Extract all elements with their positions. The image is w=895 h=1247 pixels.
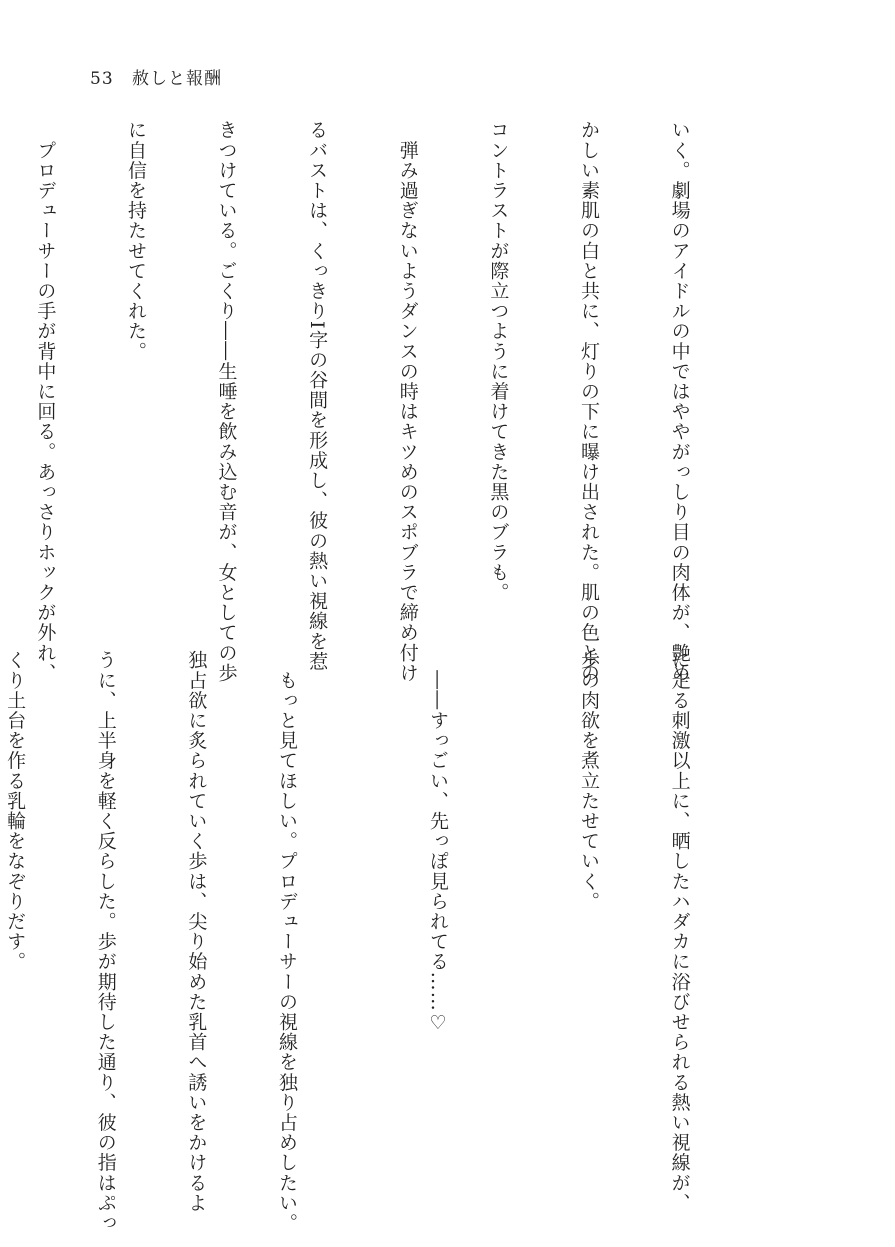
- thought-line: ――すっごい、先っぽ見られてる……♡: [426, 650, 449, 1035]
- page-number: 53: [90, 69, 114, 89]
- lower-text-block: [0, 650, 755, 1233]
- text-line: いく。劇場のアイドルの中ではややがっしり目の肉体が、艶め: [668, 120, 691, 683]
- text-line: きつけている。ごくり――生唾を飲み込む音が、女としての歩: [215, 120, 238, 683]
- upper-text-block: [0, 120, 755, 683]
- text-line: 独占欲に炙られていく歩は、尖り始めた乳首へ誘いをかけるよ: [185, 650, 208, 1213]
- text-line: コントラストが際立つように着けてきた黒のブラも。: [487, 120, 510, 603]
- text-line: 歩の肉欲を煮立たせていく。: [577, 650, 600, 912]
- text-line: 弾み過ぎないようダンスの時はキツめのスポブラで締め付け: [396, 120, 419, 683]
- text-line: に走る刺激以上に、晒したハダカに浴びせられる熱い視線が、: [668, 650, 691, 1213]
- text-line: かしい素肌の白と共に、灯りの下に曝け出された。肌の色との: [577, 120, 600, 683]
- text-line: に自信を持たせてくれた。: [124, 120, 147, 362]
- text-line: るバストは、くっきりI字の谷間を形成し、彼の熱い視線を惹: [306, 120, 329, 672]
- text-line: プロデューサーの手が背中に回る。あっさりホックが外れ、: [34, 120, 57, 683]
- page-header: [90, 64, 222, 89]
- text-line: もっと見てほしい。プロデューサーの視線を独り占めしたい。: [275, 650, 298, 1233]
- text-line: うに、上半身を軽く反らした。歩が期待した通り、彼の指はぷっ: [94, 650, 117, 1233]
- chapter-title: 赦しと報酬: [132, 69, 223, 89]
- text-line: くり土台を作る乳輪をなぞりだす。: [4, 650, 27, 972]
